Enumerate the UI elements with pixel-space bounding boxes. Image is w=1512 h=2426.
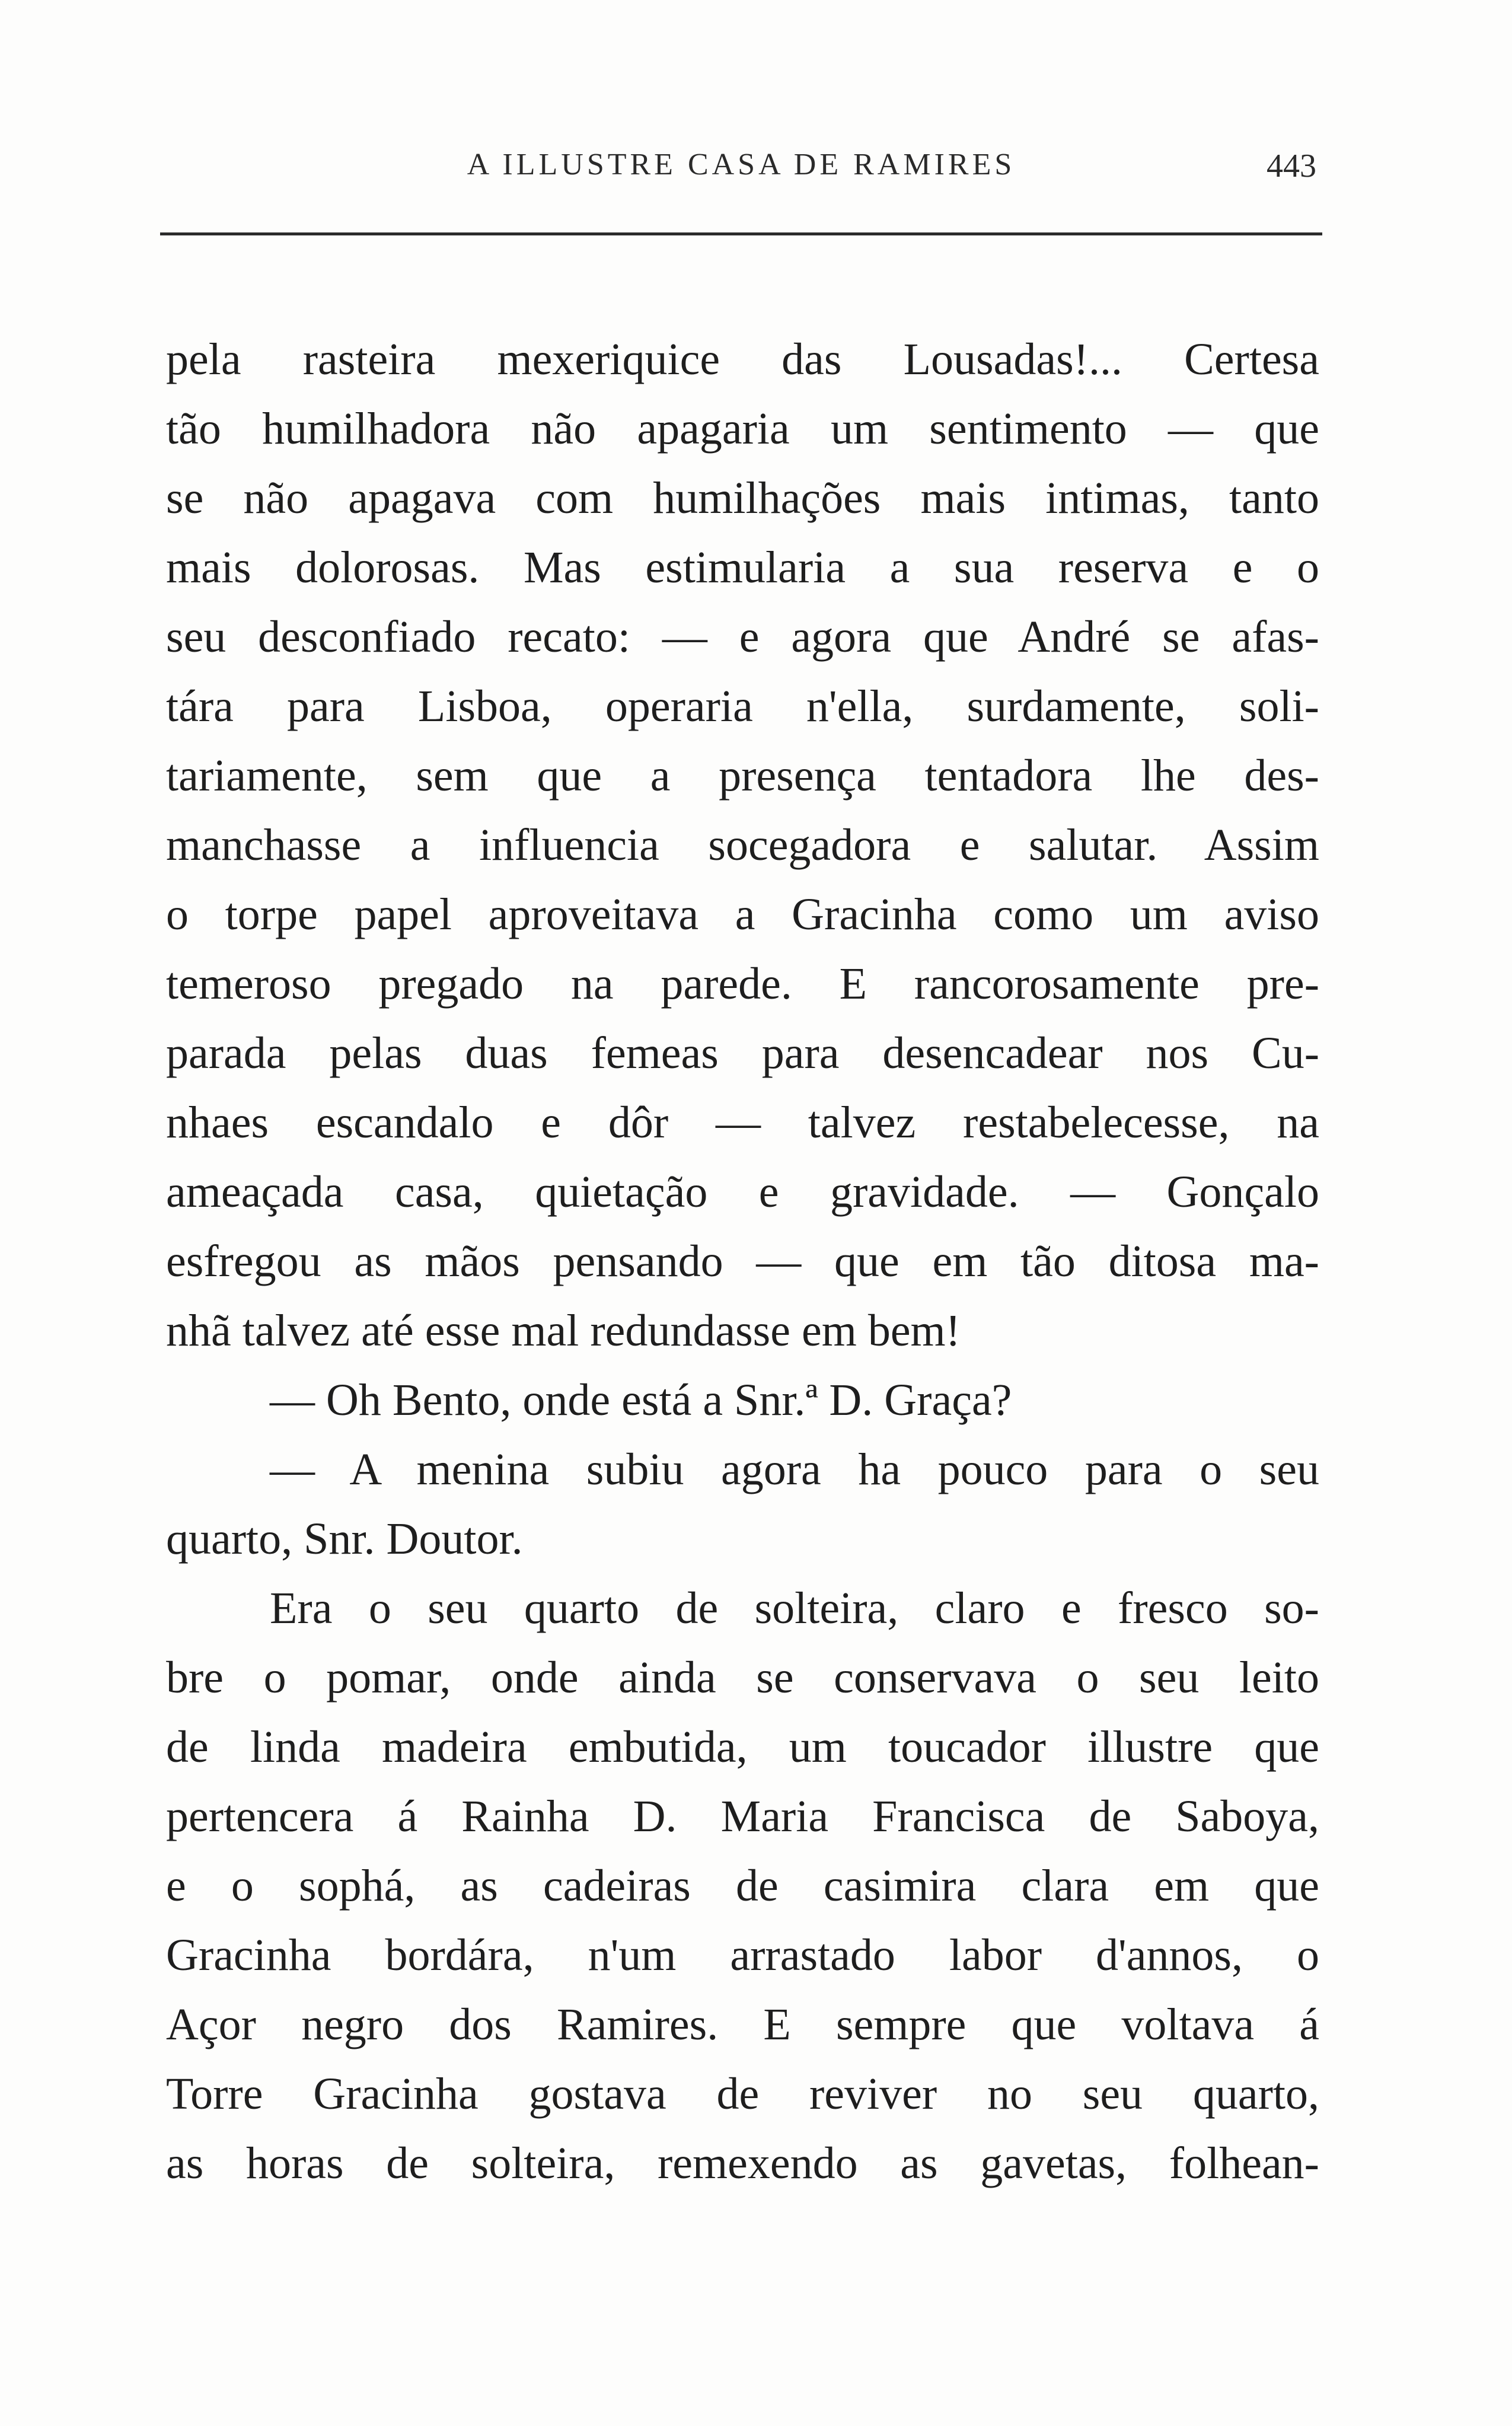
text-line: Torre Gracinha gostava de reviver no seu quarto,	[166, 2069, 1319, 2119]
text-line: mais dolorosas. Mas estimularia a sua reserva e o	[166, 543, 1319, 592]
text-line: nhã talvez até esse mal redundasse em bem!	[166, 1306, 961, 1356]
text-line: o torpe papel aproveitava a Gracinha como um aviso	[166, 890, 1319, 939]
text-line: temeroso pregado na parede. E rancorosamente pre-	[166, 959, 1319, 1009]
body-text	[166, 325, 1319, 2198]
paragraph-start-line: Era o seu quarto de solteira, claro e fresco so-	[270, 1583, 1319, 1633]
text-line: seu desconfiado recato: — e agora que André se afas-	[166, 612, 1319, 662]
text-line: manchasse a influencia socegadora e salutar. Assim	[166, 820, 1319, 870]
text-line: tára para Lisboa, operaria n'ella, surdamente, soli-	[166, 681, 1319, 731]
text-line: se não apagava com humilhações mais intimas, tanto	[166, 473, 1319, 523]
text-line: parada pelas duas femeas para desencadear nos Cu-	[166, 1028, 1319, 1078]
text-line: bre o pomar, onde ainda se conservava o seu leito	[166, 1653, 1319, 1703]
text-line: de linda madeira embutida, um toucador illustre que	[166, 1722, 1319, 1772]
text-line: pertencera á Rainha D. Maria Francisca de Saboya,	[166, 1791, 1319, 1841]
text-line: Gracinha bordára, n'um arrastado labor d'annos, o	[166, 1930, 1319, 1980]
text-line: pela rasteira mexeriquice das Lousadas!... Certesa	[166, 334, 1319, 384]
text-line: tariamente, sem que a presença tentadora lhe des-	[166, 751, 1319, 801]
text-line: e o sophá, as cadeiras de casimira clara em que	[166, 1861, 1319, 1911]
running-head	[166, 147, 1316, 189]
text-line: quarto, Snr. Doutor.	[166, 1514, 523, 1564]
text-line: Açor negro dos Ramires. E sempre que voltava á	[166, 2000, 1319, 2049]
header-rule	[160, 232, 1322, 235]
text-line: as horas de solteira, remexendo as gavetas, folhean-	[166, 2138, 1319, 2188]
text-line: tão humilhadora não apagaria um sentimento — que	[166, 404, 1319, 454]
page-number: 443	[1267, 148, 1316, 184]
dialogue-line: — A menina subiu agora ha pouco para o seu	[270, 1445, 1319, 1494]
text-line: esfregou as mãos pensando — que em tão ditosa ma-	[166, 1236, 1319, 1286]
text-line: ameaçada casa, quietação e gravidade. — Gonçalo	[166, 1167, 1319, 1217]
text-line: nhaes escandalo e dôr — talvez restabelecesse, na	[166, 1098, 1319, 1147]
dialogue-line: — Oh Bento, onde está a Snr.ª D. Graça?	[270, 1375, 1012, 1425]
running-title: A ILLUSTRE CASA DE RAMIRES	[467, 148, 1016, 181]
